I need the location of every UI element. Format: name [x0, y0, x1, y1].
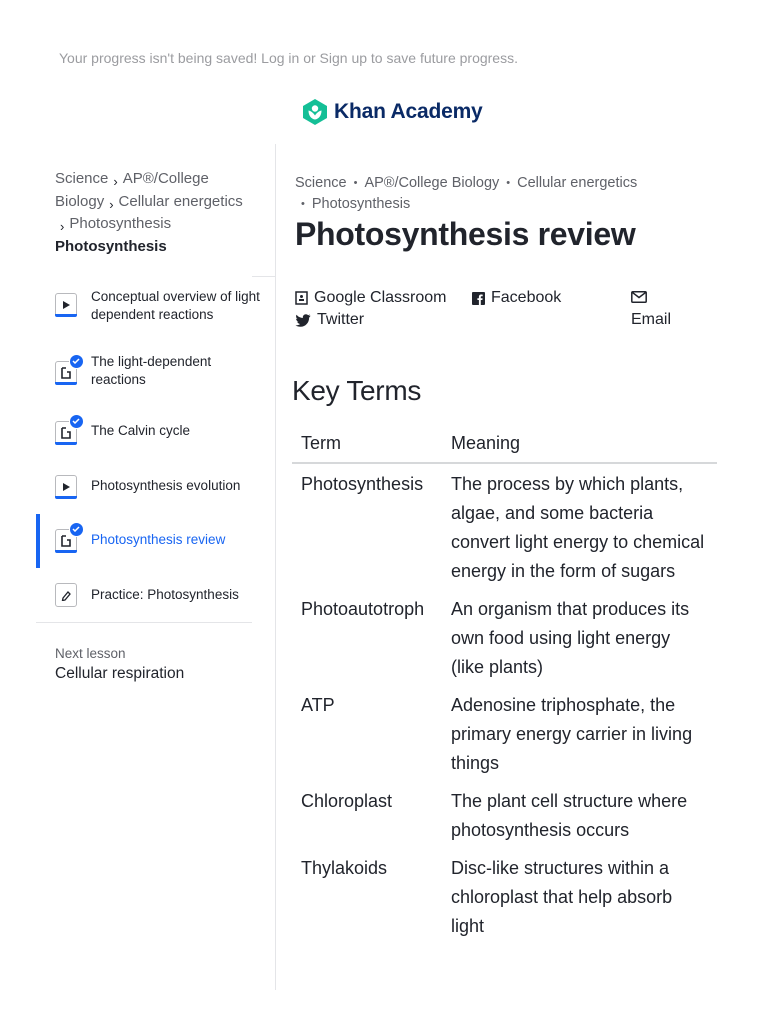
term-cell: Chloroplast	[301, 791, 393, 811]
breadcrumb-ap-biology[interactable]: AP®/College Biology	[364, 175, 500, 191]
sidebar-item-photosynthesis-review[interactable]	[36, 514, 276, 568]
table-row	[292, 848, 717, 944]
sidebar-item-label: The Calvin cycle	[91, 423, 191, 438]
sidebar-current-lesson: Photosynthesis	[55, 237, 167, 255]
sidebar-item-label: The light-dependent reactions	[91, 354, 212, 387]
completed-check-icon	[69, 522, 84, 537]
meaning-cell: Disc-like structures within a chloroplast that help absorb light	[451, 858, 673, 936]
article-icon	[55, 421, 77, 445]
share-email-button[interactable]: Email	[631, 311, 672, 328]
key-terms-table	[292, 426, 717, 944]
sidebar-item-label: Practice: Photosynthesis	[91, 587, 239, 602]
meaning-cell: The process by which plants, algae, and some bacteria convert light energy to chemical energy in the form of sugars	[451, 474, 705, 581]
sidebar-item-label: Photosynthesis review	[91, 532, 226, 547]
table-row	[292, 781, 717, 848]
column-header-term: Term	[292, 426, 442, 463]
sidebar-item-calvin-cycle[interactable]	[36, 404, 276, 458]
completed-check-icon	[69, 354, 84, 369]
section-heading-key-terms: Key Terms	[292, 375, 422, 406]
breadcrumb-chevron-icon: ›	[109, 196, 114, 212]
khan-academy-logo-icon	[302, 98, 328, 126]
twitter-icon	[295, 314, 311, 327]
breadcrumb-dot-separator: •	[506, 177, 511, 189]
article-icon	[55, 361, 77, 385]
main-breadcrumb	[295, 173, 685, 215]
next-lesson-caption: Next lesson	[55, 646, 126, 661]
breadcrumb-photosynthesis[interactable]: Photosynthesis	[311, 196, 411, 212]
column-header-meaning: Meaning	[442, 426, 717, 463]
meaning-cell: Adenosine triphosphate, the primary energy carrier in living things	[451, 695, 693, 773]
progress-banner: Your progress isn't being saved! Log in or Sign up to save future progress.	[59, 50, 518, 66]
share-twitter-label: Twitter	[317, 311, 365, 328]
mail-icon[interactable]	[631, 290, 647, 308]
next-lesson-link[interactable]: Cellular respiration	[55, 665, 185, 682]
logo-text: Khan Academy	[334, 100, 483, 123]
breadcrumb-chevron-icon: ›	[60, 219, 65, 234]
facebook-icon	[472, 292, 485, 305]
page-title: Photosynthesis review	[295, 216, 636, 252]
sidebar-item-practice-photosynthesis[interactable]	[36, 568, 276, 622]
table-row	[292, 589, 717, 685]
table-row	[292, 463, 717, 589]
sidebar-item-photosynthesis-evolution[interactable]	[36, 459, 276, 513]
video-icon	[55, 475, 77, 499]
share-facebook-label: Facebook	[491, 289, 562, 306]
sidebar-item-conceptual-overview[interactable]	[36, 279, 276, 333]
table-row	[292, 685, 717, 781]
active-indicator	[36, 514, 40, 568]
breadcrumb-dot-separator: •	[301, 198, 305, 210]
video-icon	[55, 293, 77, 317]
sidebar-breadcrumb-science[interactable]: Science	[55, 170, 109, 187]
meaning-cell: An organism that produces its own food using light energy (like plants)	[451, 599, 690, 677]
sidebar-breadcrumb-cellular-energetics[interactable]: Cellular energetics	[118, 192, 243, 210]
sidebar-item-light-dependent-reactions[interactable]	[36, 344, 276, 398]
sidebar-breadcrumb-photosynthesis[interactable]: Photosynthesis	[69, 215, 172, 232]
meaning-cell: The plant cell structure where photosynthesis occurs	[451, 791, 688, 840]
share-twitter-button[interactable]	[295, 311, 364, 329]
table-header-row	[292, 426, 717, 463]
sidebar-item-label: Photosynthesis evolution	[91, 478, 241, 493]
khan-academy-logo[interactable]	[302, 98, 483, 126]
term-cell: Photoautotroph	[301, 599, 425, 619]
share-google-classroom-button[interactable]	[295, 289, 447, 307]
pencil-icon	[55, 583, 77, 607]
sidebar-item-label: Conceptual overview of light dependent reactions	[91, 289, 260, 322]
breadcrumb-chevron-icon: ›	[113, 174, 118, 189]
breadcrumb-cellular-energetics[interactable]: Cellular energetics	[517, 175, 638, 191]
term-cell: Photosynthesis	[301, 474, 424, 494]
breadcrumb-science[interactable]: Science	[295, 175, 347, 191]
share-google-classroom-label: Google Classroom	[314, 289, 447, 306]
term-cell: ATP	[301, 695, 335, 715]
completed-check-icon	[69, 414, 84, 429]
breadcrumb-dot-separator: •	[353, 177, 358, 189]
sidebar-top-divider	[252, 276, 276, 277]
share-facebook-button[interactable]	[472, 289, 561, 307]
term-cell: Thylakoids	[301, 858, 388, 878]
sidebar-breadcrumb-ap-biology[interactable]: AP®/College Biology	[55, 170, 209, 210]
article-icon	[55, 529, 77, 553]
sidebar-breadcrumb	[55, 168, 255, 258]
google-classroom-icon	[295, 291, 308, 305]
sidebar-bottom-divider	[36, 622, 252, 623]
